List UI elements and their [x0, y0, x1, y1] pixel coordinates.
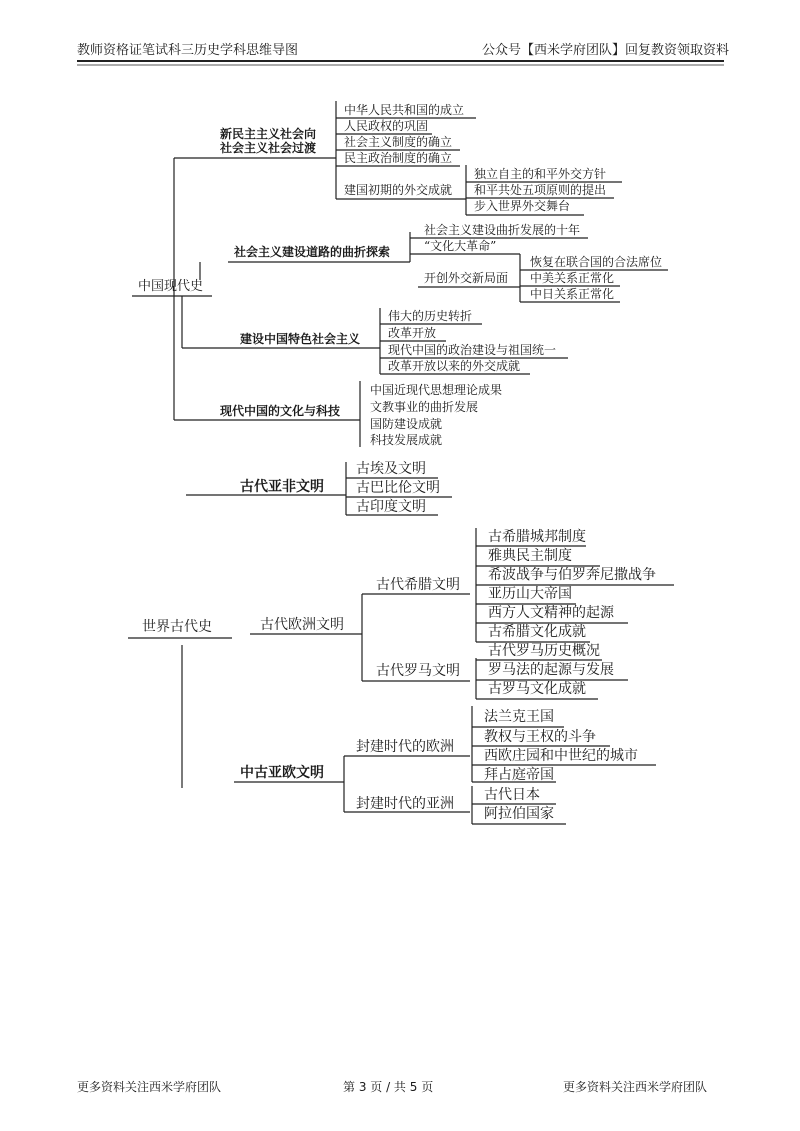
node-item: 雅典民主制度 [488, 548, 572, 564]
node-early-diplomacy: 建国初期的外交成就 [344, 183, 453, 197]
branch-ancient-europe: 古代欧洲文明 [260, 617, 344, 633]
branch-culture-tech: 现代中国的文化与科技 [220, 404, 341, 418]
node-item: 科技发展成就 [370, 433, 443, 447]
node-item: 文教事业的曲折发展 [370, 400, 479, 414]
node-item: 现代中国的政治建设与祖国统一 [388, 343, 557, 357]
node-item: 法兰克王国 [484, 709, 554, 725]
node-item: 国防建设成就 [370, 417, 443, 431]
node-item: 罗马法的起源与发展 [488, 662, 614, 678]
node-item: 古代罗马历史概况 [488, 643, 600, 659]
node-item: 和平共处五项原则的提出 [474, 183, 607, 197]
branch-chinese-socialism: 建设中国特色社会主义 [240, 332, 361, 346]
footer-right: 更多资料关注西米学府团队 [563, 1080, 708, 1094]
footer-page-number: 第 3 页 / 共 5 页 [343, 1080, 434, 1094]
node-item: 古希腊文化成就 [488, 624, 586, 640]
node-item: 伟大的历史转折 [388, 309, 473, 323]
header-left: 教师资格证笔试科三历史学科思维导图 [77, 43, 299, 58]
node-item: 步入世界外交舞台 [474, 199, 571, 213]
branch-transition-label-1: 新民主主义社会向 [220, 127, 317, 141]
node-item: 古罗马文化成就 [488, 681, 586, 697]
node-ancient-rome: 古代罗马文明 [376, 663, 460, 679]
node-item: 西欧庄园和中世纪的城市 [484, 748, 638, 764]
node-ancient-greece: 古代希腊文明 [376, 577, 460, 593]
node-item: 阿拉伯国家 [484, 806, 554, 822]
node-item: 恢复在联合国的合法席位 [530, 255, 663, 269]
node-item: 中国近现代思想理论成果 [370, 383, 503, 397]
node-item: 中华人民共和国的成立 [344, 103, 465, 117]
node-item: 希波战争与伯罗奔尼撒战争 [488, 567, 656, 583]
node-item: 社会主义制度的确立 [344, 135, 453, 149]
root-modern-china-history: 中国现代史 [138, 279, 204, 294]
node-item: 古埃及文明 [356, 461, 426, 477]
footer-left: 更多资料关注西米学府团队 [77, 1080, 222, 1094]
branch-socialist-exploration: 社会主义建设道路的曲折探索 [234, 245, 391, 259]
node-item: 改革开放以来的外交成就 [388, 359, 521, 373]
node-new-diplomacy: 开创外交新局面 [424, 271, 509, 285]
node-item: 西方人文精神的起源 [488, 605, 614, 621]
node-item: 古巴比伦文明 [356, 480, 440, 496]
node-item: 社会主义建设曲折发展的十年 [424, 223, 581, 237]
node-item: 改革开放 [388, 326, 437, 340]
node-item: 独立自主的和平外交方针 [474, 167, 607, 181]
branch-medieval-eurasia: 中古亚欧文明 [240, 765, 324, 781]
branch-asia-africa: 古代亚非文明 [240, 479, 324, 495]
node-item: 拜占庭帝国 [484, 767, 554, 783]
node-item: “文化大革命” [424, 239, 497, 253]
header-right: 公众号【西米学府团队】回复教资领取资料 [482, 43, 730, 58]
node-item: 人民政权的巩固 [344, 119, 429, 133]
node-item: 民主政治制度的确立 [344, 151, 453, 165]
node-item: 古印度文明 [356, 499, 426, 515]
node-feudal-asia: 封建时代的亚洲 [356, 796, 454, 812]
branch-transition-label-2: 社会主义社会过渡 [220, 141, 317, 155]
node-item: 古希腊城邦制度 [488, 529, 586, 545]
node-item: 中日关系正常化 [530, 287, 615, 301]
node-item: 教权与王权的斗争 [484, 729, 596, 745]
node-feudal-europe: 封建时代的欧洲 [356, 739, 454, 755]
node-item: 亚历山大帝国 [488, 586, 572, 602]
node-item: 中美关系正常化 [530, 271, 615, 285]
node-item: 古代日本 [484, 787, 540, 803]
root-world-ancient-history: 世界古代史 [142, 619, 212, 635]
